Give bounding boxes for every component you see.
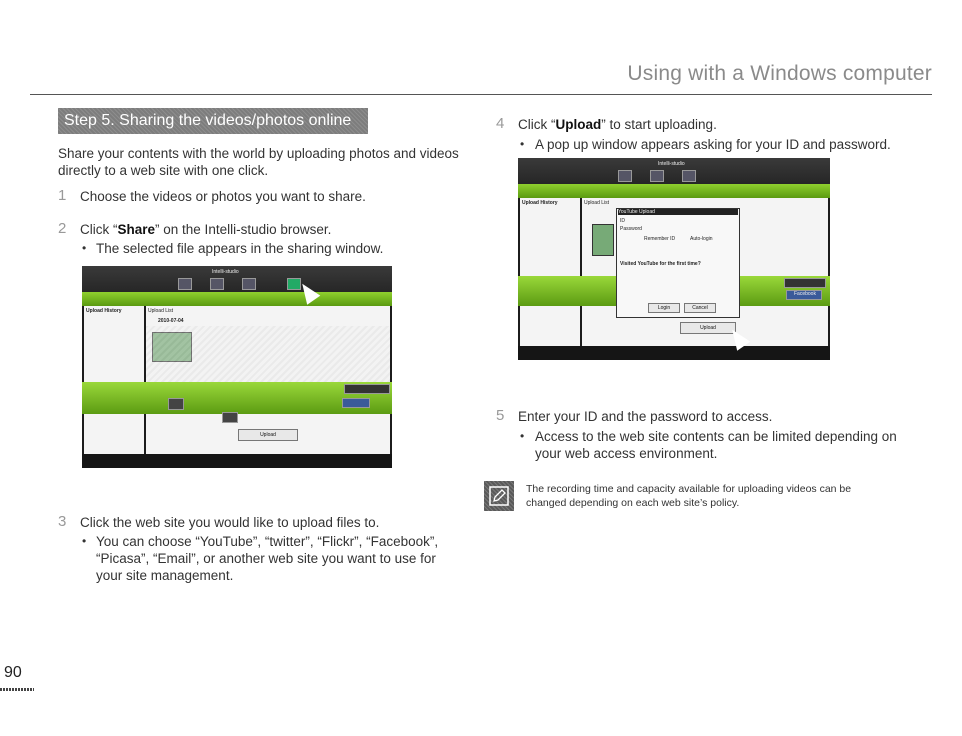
facebook-icon[interactable]	[342, 398, 370, 408]
date-label: 2010-07-04	[158, 318, 184, 324]
share-keyword: Share	[117, 222, 156, 237]
toolbar-icon	[210, 278, 224, 290]
site-management-button[interactable]	[784, 278, 826, 288]
login-button[interactable]: Login	[648, 303, 680, 313]
step-4-number: 4	[496, 115, 505, 132]
step-5-bullet-line-1: Access to the web site contents can be limited depending on	[535, 429, 897, 444]
toolbar-icon	[650, 170, 664, 182]
step-3-bullet-line-3: your site management.	[96, 568, 234, 583]
remember-id-checkbox[interactable]: Remember ID	[644, 236, 676, 242]
step-3-text: Click the web site you would like to upload files to.	[80, 515, 380, 530]
auto-login-checkbox[interactable]: Auto-login	[690, 236, 713, 242]
note-line-1: The recording time and capacity available for uploading videos can be	[526, 483, 852, 495]
step-3-bullet-line-2: “Picasa”, “Email”, or another web site you want to use for	[96, 551, 436, 566]
thumbnail-icon	[592, 224, 614, 256]
bullet-dot: •	[82, 534, 87, 548]
site-management-button[interactable]	[344, 384, 390, 394]
page-number-rule	[0, 688, 34, 691]
header-rule	[30, 94, 932, 95]
screenshot-share-window	[82, 266, 392, 468]
pattern	[146, 326, 390, 382]
toolbar-icon	[682, 170, 696, 182]
id-label: ID	[620, 218, 625, 224]
app-title: Intelli-studio	[658, 161, 685, 167]
step-4-text: Click “Upload” to start uploading.	[518, 117, 717, 132]
bullet-dot: •	[520, 429, 525, 443]
facebook-label: Facebook	[794, 291, 816, 297]
step-3-bullet-line-1: You can choose “YouTube”, “twitter”, “Flickr”, “Facebook”,	[96, 534, 439, 549]
step-5-number: 5	[496, 407, 505, 424]
upload-history-panel	[84, 306, 144, 456]
toolbar-highlight	[82, 292, 392, 306]
email-icon[interactable]	[222, 412, 238, 423]
app-title: Intelli-studio	[212, 269, 239, 275]
toolbar-icon	[178, 278, 192, 290]
step-5-text: Enter your ID and the password to access.	[518, 409, 773, 424]
upload-history-panel	[520, 198, 580, 346]
youtube-icon[interactable]	[168, 398, 184, 410]
bullet-dot: •	[520, 137, 525, 151]
note-line-2: changed depending on each web site’s policy.	[526, 497, 740, 509]
step-4-bullet: A pop up window appears asking for your ID and password.	[535, 137, 891, 152]
step-5-bullet-line-2: your web access environment.	[535, 446, 718, 461]
app-statusbar	[82, 454, 392, 468]
step-2-text: Click “Share” on the Intelli-studio browser.	[80, 222, 332, 237]
note-text	[526, 482, 851, 510]
step-2-bullet: The selected file appears in the sharing window.	[96, 241, 384, 256]
toolbar-icon	[618, 170, 632, 182]
upload-list-label: Upload List	[148, 308, 174, 314]
step-1-number: 1	[58, 187, 67, 204]
screenshot-upload-popup	[518, 158, 830, 360]
step-1-text: Choose the videos or photos you want to share.	[80, 189, 366, 204]
intro-paragraph: Share your contents with the world by uploading photos and videos directly to a web site with one click.	[58, 146, 459, 178]
upload-button[interactable]: Upload	[680, 322, 736, 334]
toolbar-icon	[242, 278, 256, 290]
visited-youtube-text: Visited YouTube for the first time?	[620, 261, 701, 267]
step-2-number: 2	[58, 220, 67, 237]
upload-button[interactable]: Upload	[238, 429, 298, 441]
step-3-number: 3	[58, 513, 67, 530]
note-pencil-icon	[484, 481, 514, 511]
cancel-button[interactable]: Cancel	[684, 303, 716, 313]
password-label: Password	[620, 226, 642, 232]
popup-title: YouTube Upload	[618, 209, 738, 215]
bullet-dot: •	[82, 241, 87, 255]
upload-list-label: Upload List	[584, 200, 610, 206]
upload-history-label: Upload History	[522, 200, 558, 206]
upload-history-label: Upload History	[86, 308, 122, 314]
running-header: Using with a Windows computer	[627, 62, 932, 85]
toolbar-highlight	[518, 184, 830, 198]
upload-keyword: Upload	[555, 117, 602, 132]
step-banner: Step 5. Sharing the videos/photos online	[58, 108, 368, 134]
app-statusbar	[518, 346, 830, 360]
page-number: 90	[4, 664, 22, 681]
